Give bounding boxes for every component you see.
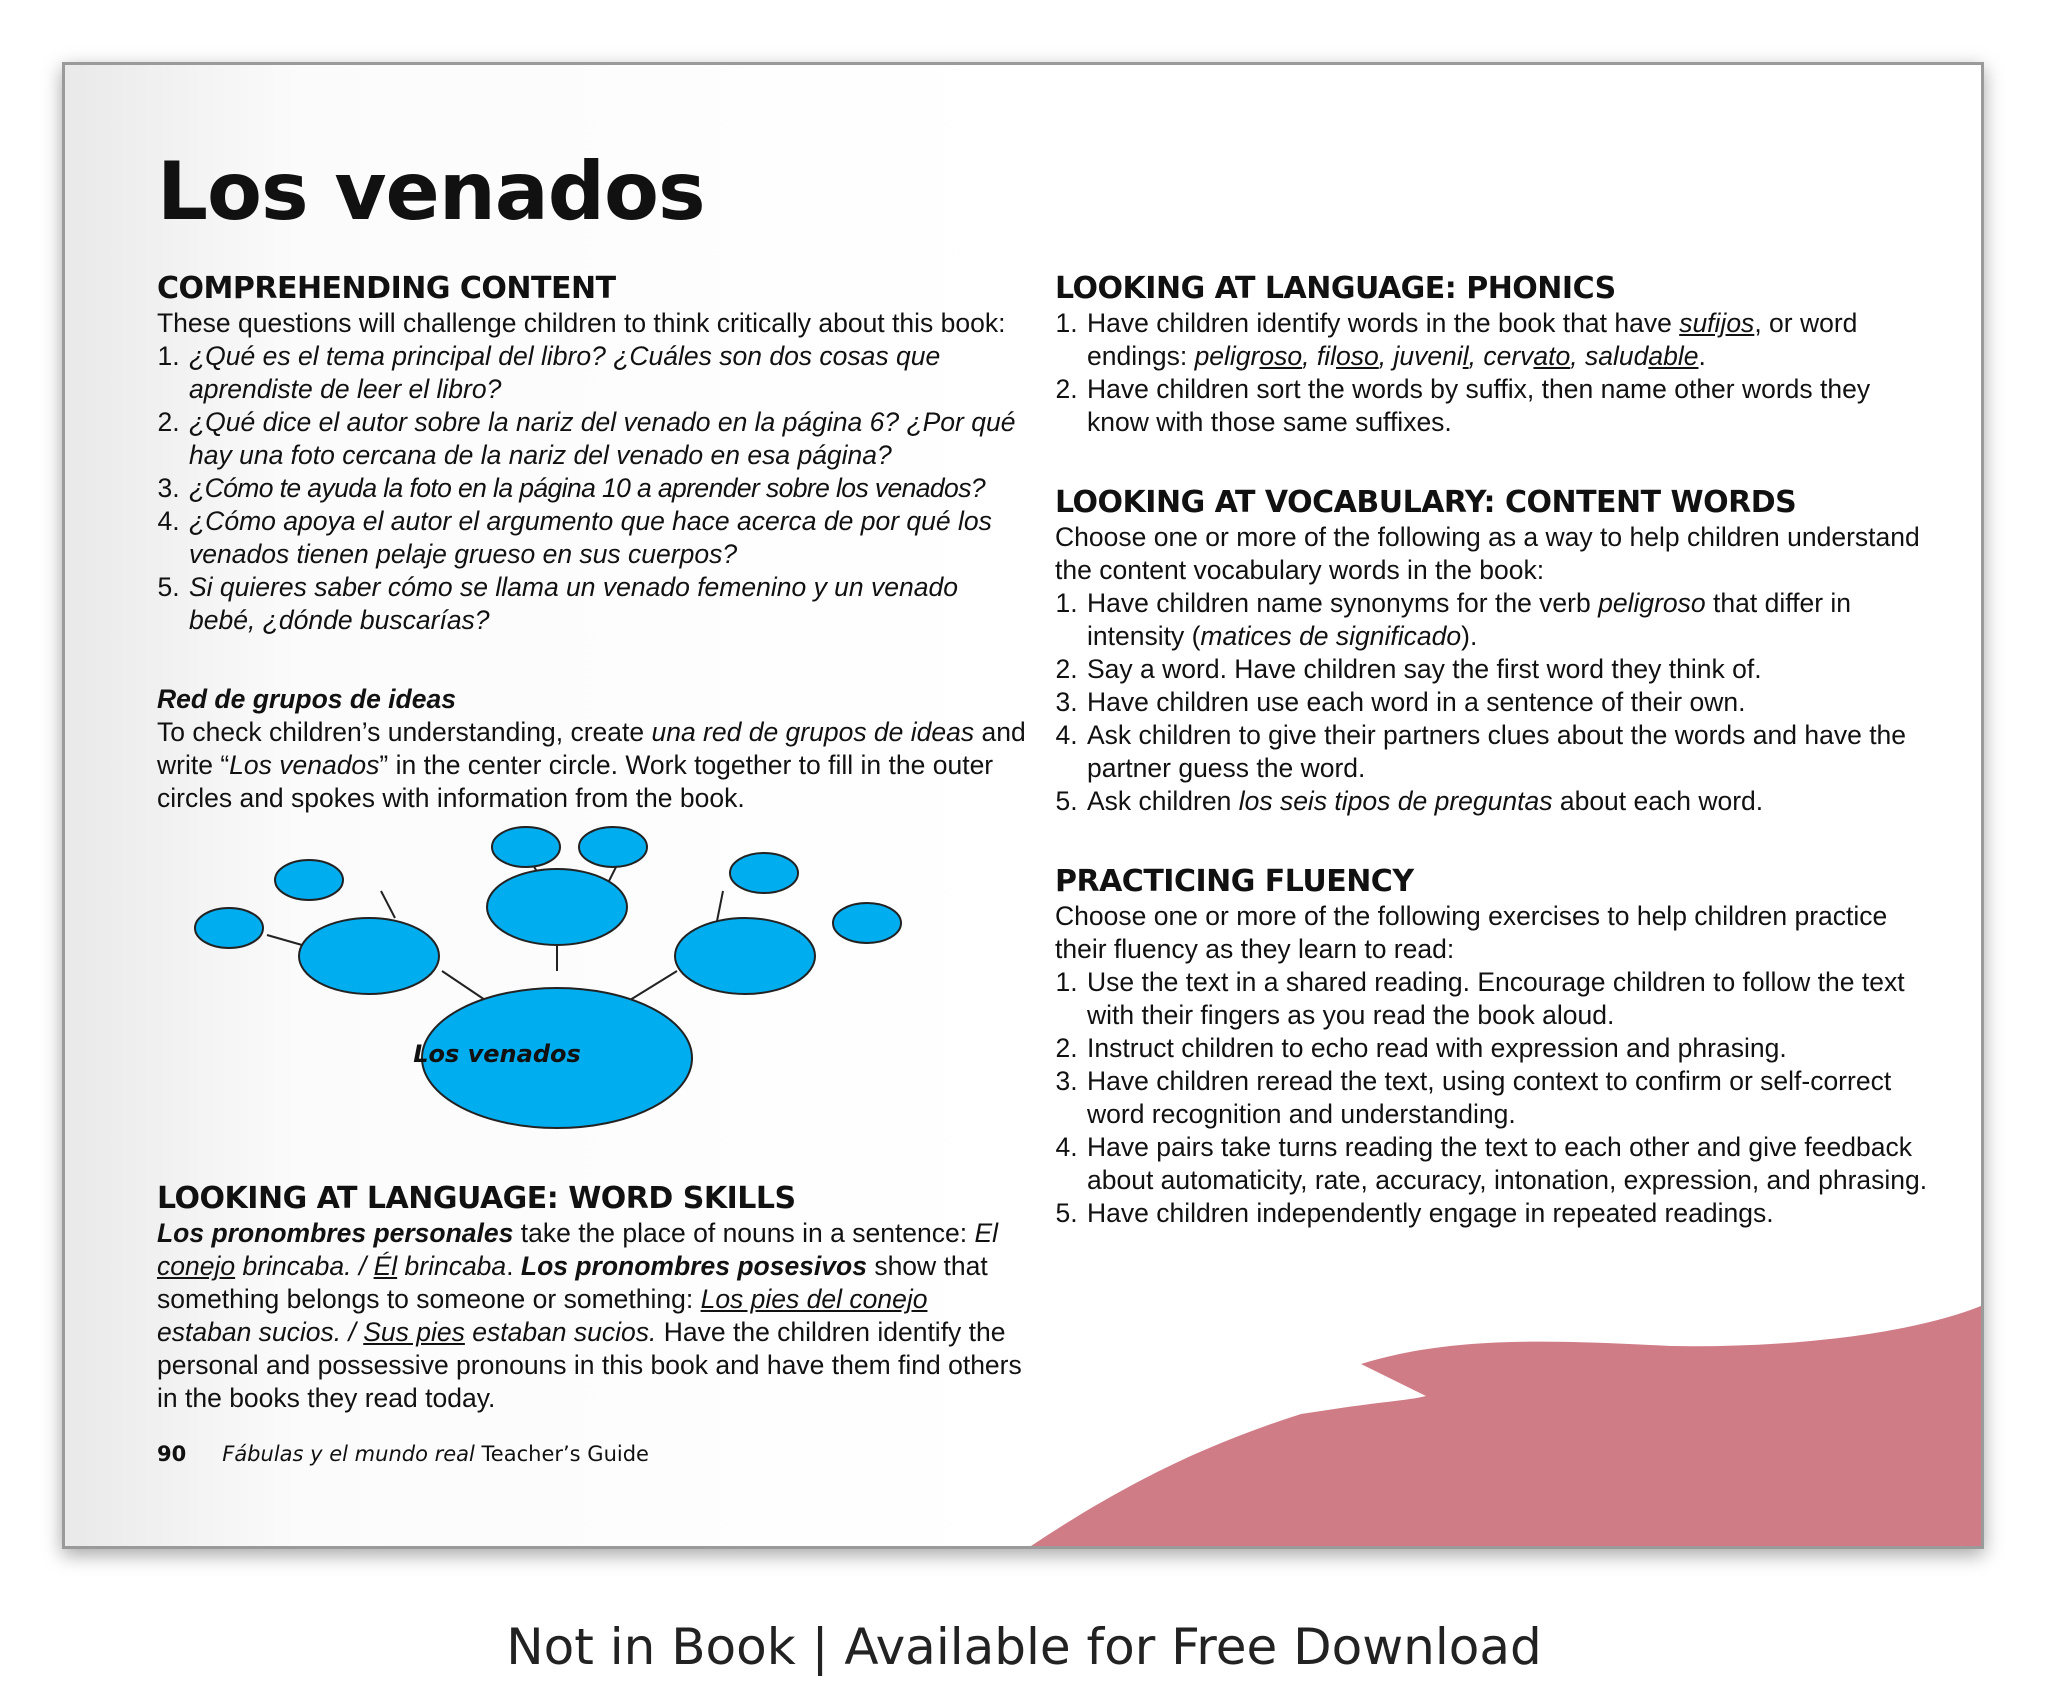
outer-circle — [487, 869, 627, 945]
spoke — [267, 935, 302, 945]
comprehending-heading: COMPREHENDING CONTENT — [157, 271, 616, 306]
phonics-item: 2. Have children sort the words by suffix, then name other words they know with those same suffixes. — [1085, 373, 1935, 439]
vocabulary-heading: LOOKING AT VOCABULARY: CONTENT WORDS — [1055, 485, 1797, 520]
phonics-item: 1. Have children identify words in the book that have sufijos, or word endings: peligroso, filoso, juvenil, cervato, saludable. — [1085, 307, 1935, 373]
question-item: 1. ¿Qué es el tema principal del libro? ¿Cuáles son dos cosas que aprendiste de leer el libro? — [187, 340, 1027, 406]
question-item: 2. ¿Qué dice el autor sobre la nariz del venado en la página 6? ¿Por qué hay una foto cercana de la nariz del venado en esa página? — [187, 406, 1027, 472]
download-caption: Not in Book | Available for Free Download — [506, 1618, 1542, 1676]
fluency-item: 1. Use the text in a shared reading. Encourage children to follow the text with their fingers as you read the book aloud. — [1085, 966, 1935, 1032]
book-title: Fábulas y el mundo real — [222, 1442, 475, 1466]
guide-page — [62, 62, 1984, 1549]
right-column — [1055, 271, 1935, 1230]
small-circle — [195, 908, 263, 948]
fluency-intro: Choose one or more of the following exercises to help children practice their fluency as they learn to read: — [1055, 901, 1888, 964]
phonics-heading: LOOKING AT LANGUAGE: PHONICS — [1055, 271, 1616, 306]
small-circle — [492, 827, 560, 867]
question-item: 3. ¿Cómo te ayuda la foto en la página 10 a aprender sobre los venados? — [187, 472, 1027, 505]
vocabulary-item: 1. Have children name synonyms for the verb peligroso that differ in intensity (matices de significado). — [1085, 587, 1935, 653]
fluency-item: 4. Have pairs take turns reading the text to each other and give feedback about automaticity, rate, accuracy, intonation, expression, and phrasing. — [1085, 1131, 1935, 1197]
outer-circle — [299, 918, 439, 994]
vocabulary-list — [1055, 587, 1935, 818]
wave-shape — [1031, 1306, 1981, 1546]
spoke — [381, 891, 395, 918]
vocabulary-item: 2. Say a word. Have children say the first word they think of. — [1085, 653, 1935, 686]
comprehending-questions — [157, 340, 1027, 637]
fluency-item: 2. Instruct children to echo read with expression and phrasing. — [1085, 1032, 1935, 1065]
question-item: 4. ¿Cómo apoya el autor el argumento que hace acerca de por qué los venados tienen pelaje grueso en sus cuerpos? — [187, 505, 1027, 571]
fluency-heading: PRACTICING FLUENCY — [1055, 864, 1414, 899]
idea-web-subheading: Red de grupos de ideas — [157, 684, 456, 714]
fluency-item: 5. Have children independently engage in repeated readings. — [1085, 1197, 1935, 1230]
small-circle — [579, 827, 647, 867]
small-circle — [730, 853, 798, 893]
vocabulary-item: 3. Have children use each word in a sentence of their own. — [1085, 686, 1935, 719]
word-skills-heading: LOOKING AT LANGUAGE: WORD SKILLS — [157, 1181, 796, 1216]
fluency-item: 3. Have children reread the text, using context to confirm or self-correct word recognition and understanding. — [1085, 1065, 1935, 1131]
left-column — [157, 271, 1027, 1415]
spoke — [717, 891, 723, 921]
comprehending-intro: These questions will challenge children to think critically about this book: — [157, 308, 1006, 338]
vocabulary-intro: Choose one or more of the following as a way to help children understand the content vocabulary words in the book: — [1055, 522, 1920, 585]
small-circle — [275, 860, 343, 900]
page-footer — [157, 1442, 649, 1466]
guide-label: Teacher’s Guide — [474, 1442, 649, 1466]
word-skills-text: Los pronombres personales take the place of nouns in a sentence: El conejo brincaba. / Él brincaba. Los pronombres posesivos show that something belongs to someone or something: Los pies del conejo estaban sucios. / Sus pies estaban sucios. Have the children identify the personal and possessive pronouns in this book and have them find others in the books they read today. — [157, 1218, 1022, 1413]
vocabulary-item: 4. Ask children to give their partners clues about the words and have the partner guess the word. — [1085, 719, 1935, 785]
phonics-list — [1055, 307, 1935, 439]
question-item: 5. Si quieres saber cómo se llama un venado femenino y un venado bebé, ¿dónde buscarías? — [187, 571, 1027, 637]
center-circle-label: Los venados — [413, 1040, 581, 1068]
small-circle — [833, 903, 901, 943]
idea-web-instructions: To check children’s understanding, create una red de grupos de ideas and write “Los venados” in the center circle. Work together to fill in the outer circles and spokes with information from the book. — [157, 717, 1026, 813]
idea-web-diagram — [157, 823, 917, 1153]
vocabulary-item: 5. Ask children los seis tipos de preguntas about each word. — [1085, 785, 1935, 818]
idea-web-svg — [157, 823, 917, 1153]
fluency-list — [1055, 966, 1935, 1230]
decorative-wave — [1031, 1306, 1981, 1546]
page-title: Los venados — [157, 145, 705, 238]
outer-circle — [675, 918, 815, 994]
page-number: 90 — [157, 1442, 187, 1466]
